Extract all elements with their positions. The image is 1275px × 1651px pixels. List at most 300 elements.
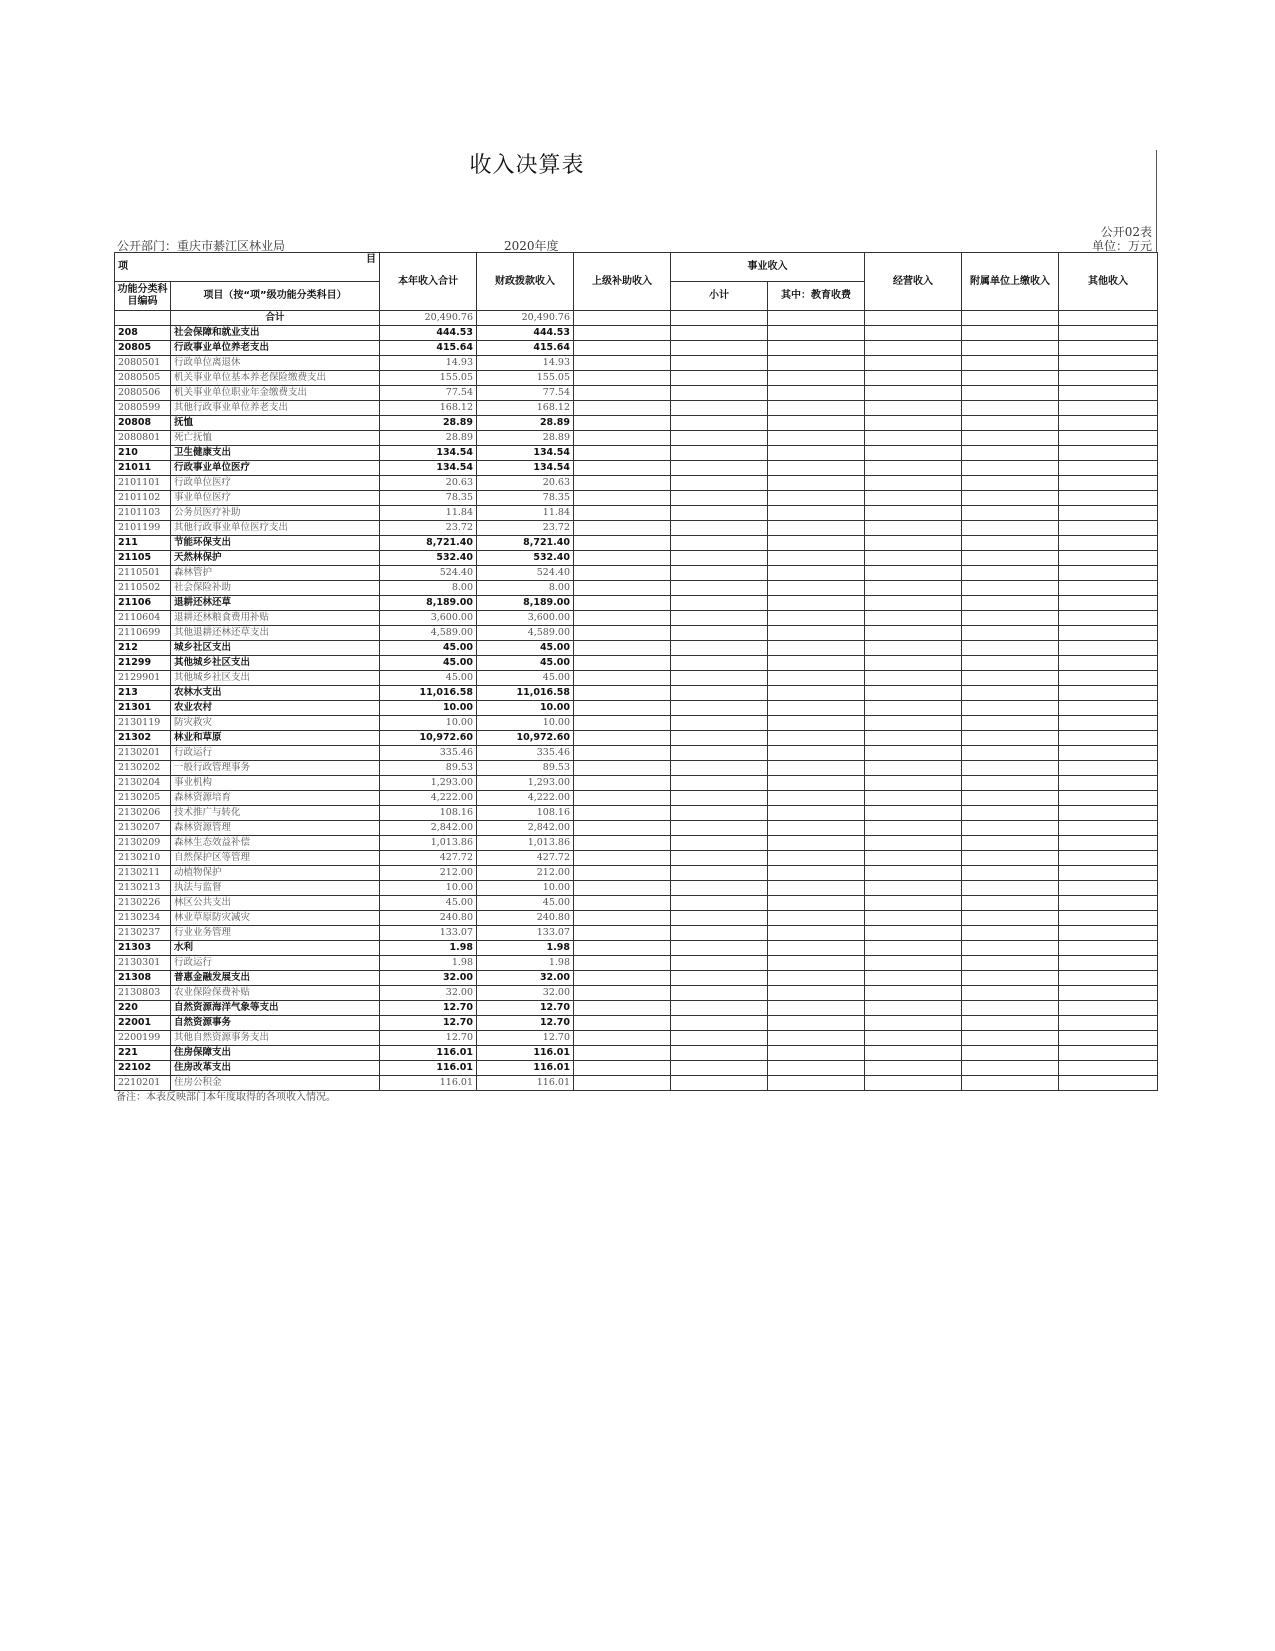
cell-superior [574,686,671,701]
cell-business-subtotal [671,521,768,536]
cell-operating [865,1046,962,1061]
cell-other [1059,1076,1158,1091]
header-superior: 上级补助收入 [574,253,671,311]
cell-fiscal: 335.46 [477,746,574,761]
cell-business-edu [768,776,865,791]
cell-business-subtotal [671,1001,768,1016]
cell-name: 自然资源海洋气象等支出 [171,1001,380,1016]
cell-other [1059,356,1158,371]
cell-affiliated [962,1031,1059,1046]
cell-business-edu [768,851,865,866]
cell-affiliated [962,341,1059,356]
cell-business-edu [768,1076,865,1091]
cell-name: 林区公共支出 [171,896,380,911]
cell-fiscal: 415.64 [477,341,574,356]
cell-fiscal: 2,842.00 [477,821,574,836]
cell-superior [574,956,671,971]
cell-superior [574,1076,671,1091]
cell-fiscal: 116.01 [477,1046,574,1061]
cell-name: 水利 [171,941,380,956]
cell-affiliated [962,446,1059,461]
cell-superior [574,506,671,521]
cell-business-subtotal [671,1031,768,1046]
cell-business-subtotal [671,581,768,596]
cell-business-subtotal [671,311,768,326]
cell-operating [865,386,962,401]
header-item [115,253,380,282]
cell-fiscal: 1.98 [477,956,574,971]
cell-business-subtotal [671,1016,768,1031]
cell-fiscal: 45.00 [477,656,574,671]
cell-other [1059,506,1158,521]
cell-superior [574,656,671,671]
cell-fiscal: 28.89 [477,416,574,431]
table-row [115,416,1158,431]
cell-code: 2130234 [115,911,171,926]
cell-total: 45.00 [380,641,477,656]
cell-business-edu [768,1001,865,1016]
cell-fiscal: 134.54 [477,461,574,476]
cell-business-edu [768,581,865,596]
cell-fiscal: 133.07 [477,926,574,941]
cell-name: 农业保险保费补贴 [171,986,380,1001]
cell-other [1059,491,1158,506]
cell-name: 其他城乡社区支出 [171,671,380,686]
cell-affiliated [962,731,1059,746]
cell-business-edu [768,596,865,611]
cell-operating [865,551,962,566]
cell-other [1059,911,1158,926]
header-code: 功能分类科目编码 [115,282,171,311]
cell-fiscal: 77.54 [477,386,574,401]
cell-name: 住房保障支出 [171,1046,380,1061]
cell-name: 节能环保支出 [171,536,380,551]
cell-operating [865,821,962,836]
cell-operating [865,731,962,746]
cell-operating [865,536,962,551]
cell-business-edu [768,461,865,476]
cell-superior [574,446,671,461]
cell-total: 1.98 [380,956,477,971]
cell-other [1059,956,1158,971]
table-row [115,551,1158,566]
cell-total: 8.00 [380,581,477,596]
cell-business-edu [768,1031,865,1046]
cell-other [1059,596,1158,611]
cell-business-edu [768,356,865,371]
cell-total: 2,842.00 [380,821,477,836]
table-row [115,716,1158,731]
header-name: 项目（按“项”级功能分类科目） [171,282,380,311]
table-row [115,431,1158,446]
header-item-right: 目 [366,254,376,265]
cell-affiliated [962,431,1059,446]
cell-other [1059,581,1158,596]
cell-business-edu [768,1046,865,1061]
table-row [115,686,1158,701]
cell-operating [865,326,962,341]
cell-fiscal: 32.00 [477,986,574,1001]
cell-affiliated [962,716,1059,731]
cell-business-edu [768,926,865,941]
cell-superior [574,311,671,326]
table-row [115,626,1158,641]
cell-affiliated [962,686,1059,701]
cell-code: 20805 [115,341,171,356]
cell-affiliated [962,566,1059,581]
cell-code: 21301 [115,701,171,716]
cell-total: 23.72 [380,521,477,536]
cell-code: 2130201 [115,746,171,761]
cell-operating [865,431,962,446]
cell-business-edu [768,686,865,701]
cell-superior [574,911,671,926]
cell-fiscal: 427.72 [477,851,574,866]
header-affiliated: 附属单位上缴收入 [962,253,1059,311]
cell-superior [574,746,671,761]
cell-code: 2080599 [115,401,171,416]
cell-affiliated [962,836,1059,851]
table-row [115,1001,1158,1016]
cell-name: 天然林保护 [171,551,380,566]
cell-name: 城乡社区支出 [171,641,380,656]
cell-name: 抚恤 [171,416,380,431]
cell-affiliated [962,776,1059,791]
table-row [115,446,1158,461]
cell-code: 2080801 [115,431,171,446]
cell-business-edu [768,836,865,851]
cell-name: 行政单位医疗 [171,476,380,491]
cell-total: 10.00 [380,716,477,731]
cell-name: 防灾救灾 [171,716,380,731]
cell-affiliated [962,581,1059,596]
cell-code: 2130237 [115,926,171,941]
cell-affiliated [962,326,1059,341]
cell-operating [865,491,962,506]
cell-name: 退耕还林粮食费用补贴 [171,611,380,626]
cell-business-edu [768,761,865,776]
table-row [115,1031,1158,1046]
cell-business-edu [768,341,865,356]
cell-affiliated [962,551,1059,566]
cell-superior [574,851,671,866]
cell-fiscal: 155.05 [477,371,574,386]
cell-other [1059,776,1158,791]
cell-superior [574,1001,671,1016]
cell-business-subtotal [671,356,768,371]
cell-fiscal: 168.12 [477,401,574,416]
cell-code: 2130209 [115,836,171,851]
cell-affiliated [962,641,1059,656]
cell-code: 221 [115,1046,171,1061]
cell-affiliated [962,806,1059,821]
cell-business-edu [768,896,865,911]
cell-name: 森林资源管理 [171,821,380,836]
cell-operating [865,986,962,1001]
cell-business-edu [768,311,865,326]
cell-business-subtotal [671,926,768,941]
cell-other [1059,821,1158,836]
cell-name: 卫生健康支出 [171,446,380,461]
cell-business-subtotal [671,326,768,341]
cell-code: 2130301 [115,956,171,971]
cell-business-edu [768,371,865,386]
cell-fiscal: 20.63 [477,476,574,491]
cell-operating [865,791,962,806]
cell-total: 11,016.58 [380,686,477,701]
cell-other [1059,1031,1158,1046]
cell-code: 2080505 [115,371,171,386]
table-row [115,491,1158,506]
cell-business-subtotal [671,881,768,896]
cell-other [1059,326,1158,341]
cell-superior [574,566,671,581]
cell-name: 其他行政事业单位医疗支出 [171,521,380,536]
cell-total: 1,013.86 [380,836,477,851]
cell-affiliated [962,926,1059,941]
cell-operating [865,446,962,461]
cell-other [1059,521,1158,536]
cell-business-subtotal [671,776,768,791]
cell-business-subtotal [671,731,768,746]
cell-business-edu [768,506,865,521]
cell-name: 住房改革支出 [171,1061,380,1076]
cell-affiliated [962,791,1059,806]
cell-business-subtotal [671,431,768,446]
cell-affiliated [962,761,1059,776]
cell-operating [865,626,962,641]
cell-code: 2080501 [115,356,171,371]
cell-operating [865,971,962,986]
cell-superior [574,461,671,476]
cell-business-edu [768,416,865,431]
cell-fiscal: 28.89 [477,431,574,446]
cell-name: 行政事业单位养老支出 [171,341,380,356]
cell-code: 22001 [115,1016,171,1031]
cell-business-subtotal [671,491,768,506]
table-row [115,956,1158,971]
cell-affiliated [962,311,1059,326]
cell-name: 机关事业单位职业年金缴费支出 [171,386,380,401]
cell-business-subtotal [671,371,768,386]
cell-other [1059,386,1158,401]
cell-fiscal: 10,972.60 [477,731,574,746]
cell-superior [574,521,671,536]
cell-fiscal: 45.00 [477,671,574,686]
cell-superior [574,1061,671,1076]
cell-business-subtotal [671,671,768,686]
cell-affiliated [962,821,1059,836]
cell-total: 1.98 [380,941,477,956]
cell-code: 2200199 [115,1031,171,1046]
cell-total: 116.01 [380,1061,477,1076]
cell-fiscal: 11,016.58 [477,686,574,701]
cell-other [1059,551,1158,566]
table-row [115,791,1158,806]
cell-business-edu [768,806,865,821]
cell-total: 32.00 [380,986,477,1001]
cell-fiscal: 32.00 [477,971,574,986]
cell-total: 134.54 [380,446,477,461]
cell-business-subtotal [671,416,768,431]
table-row [115,596,1158,611]
cell-total: 168.12 [380,401,477,416]
cell-fiscal: 12.70 [477,1031,574,1046]
cell-operating [865,521,962,536]
form-number: 公开02表 [1100,225,1152,239]
cell-code: 21105 [115,551,171,566]
cell-total: 77.54 [380,386,477,401]
cell-affiliated [962,851,1059,866]
cell-name: 技术推广与转化 [171,806,380,821]
cell-affiliated [962,521,1059,536]
cell-code: 2210201 [115,1076,171,1091]
cell-total: 524.40 [380,566,477,581]
header-subtotal: 小计 [671,282,768,311]
cell-business-edu [768,971,865,986]
cell-superior [574,596,671,611]
cell-business-subtotal [671,1046,768,1061]
cell-code: 2110604 [115,611,171,626]
cell-operating [865,851,962,866]
cell-operating [865,641,962,656]
cell-code: 2110699 [115,626,171,641]
cell-total: 8,189.00 [380,596,477,611]
cell-affiliated [962,701,1059,716]
table-row [115,941,1158,956]
cell-operating [865,581,962,596]
cell-other [1059,1001,1158,1016]
cell-operating [865,926,962,941]
cell-other [1059,626,1158,641]
cell-business-subtotal [671,941,768,956]
cell-other [1059,431,1158,446]
cell-affiliated [962,746,1059,761]
table-row [115,926,1158,941]
cell-operating [865,416,962,431]
cell-superior [574,941,671,956]
cell-code: 2130213 [115,881,171,896]
cell-affiliated [962,1076,1059,1091]
cell-business-edu [768,821,865,836]
cell-total: 116.01 [380,1076,477,1091]
cell-business-subtotal [671,656,768,671]
cell-name: 合计 [171,311,380,326]
cell-affiliated [962,1001,1059,1016]
cell-name: 农林水支出 [171,686,380,701]
cell-code: 2130119 [115,716,171,731]
cell-total: 212.00 [380,866,477,881]
cell-code: 21106 [115,596,171,611]
cell-total: 11.84 [380,506,477,521]
cell-other [1059,611,1158,626]
cell-operating [865,701,962,716]
cell-business-subtotal [671,806,768,821]
cell-fiscal: 8.00 [477,581,574,596]
cell-name: 行政运行 [171,746,380,761]
cell-business-edu [768,701,865,716]
header-item-left: 项 [118,261,128,272]
cell-business-subtotal [671,476,768,491]
cell-business-edu [768,641,865,656]
cell-code: 2130205 [115,791,171,806]
cell-other [1059,926,1158,941]
cell-affiliated [962,656,1059,671]
cell-superior [574,536,671,551]
cell-superior [574,761,671,776]
cell-code: 2101103 [115,506,171,521]
cell-other [1059,446,1158,461]
cell-name: 行政单位离退休 [171,356,380,371]
cell-total: 8,721.40 [380,536,477,551]
cell-code: 21303 [115,941,171,956]
cell-affiliated [962,461,1059,476]
cell-other [1059,1016,1158,1031]
cell-other [1059,761,1158,776]
cell-total: 4,589.00 [380,626,477,641]
cell-operating [865,1016,962,1031]
cell-superior [574,821,671,836]
cell-total: 12.70 [380,1001,477,1016]
cell-superior [574,371,671,386]
cell-business-edu [768,716,865,731]
cell-code: 213 [115,686,171,701]
cell-total: 12.70 [380,1031,477,1046]
cell-other [1059,716,1158,731]
cell-other [1059,986,1158,1001]
cell-operating [865,611,962,626]
cell-superior [574,491,671,506]
cell-operating [865,1061,962,1076]
cell-business-subtotal [671,446,768,461]
cell-business-subtotal [671,791,768,806]
cell-business-subtotal [671,971,768,986]
cell-superior [574,581,671,596]
cell-superior [574,881,671,896]
cell-name: 林业和草原 [171,731,380,746]
cell-affiliated [962,896,1059,911]
cell-fiscal: 10.00 [477,881,574,896]
cell-superior [574,791,671,806]
cell-affiliated [962,626,1059,641]
cell-operating [865,956,962,971]
cell-business-edu [768,746,865,761]
cell-operating [865,401,962,416]
cell-affiliated [962,671,1059,686]
cell-other [1059,536,1158,551]
cell-operating [865,836,962,851]
table-row [115,731,1158,746]
table-row [115,656,1158,671]
cell-business-edu [768,326,865,341]
table-row [115,401,1158,416]
cell-other [1059,791,1158,806]
cell-name: 其他行政事业单位养老支出 [171,401,380,416]
margin-divider [1156,150,1157,252]
cell-other [1059,941,1158,956]
fiscal-year-label: 2020年度 [504,239,559,253]
cell-operating [865,671,962,686]
cell-business-edu [768,911,865,926]
cell-superior [574,401,671,416]
cell-affiliated [962,1061,1059,1076]
cell-affiliated [962,611,1059,626]
cell-other [1059,896,1158,911]
cell-fiscal: 8,189.00 [477,596,574,611]
cell-fiscal: 1.98 [477,941,574,956]
cell-total: 427.72 [380,851,477,866]
cell-other [1059,686,1158,701]
